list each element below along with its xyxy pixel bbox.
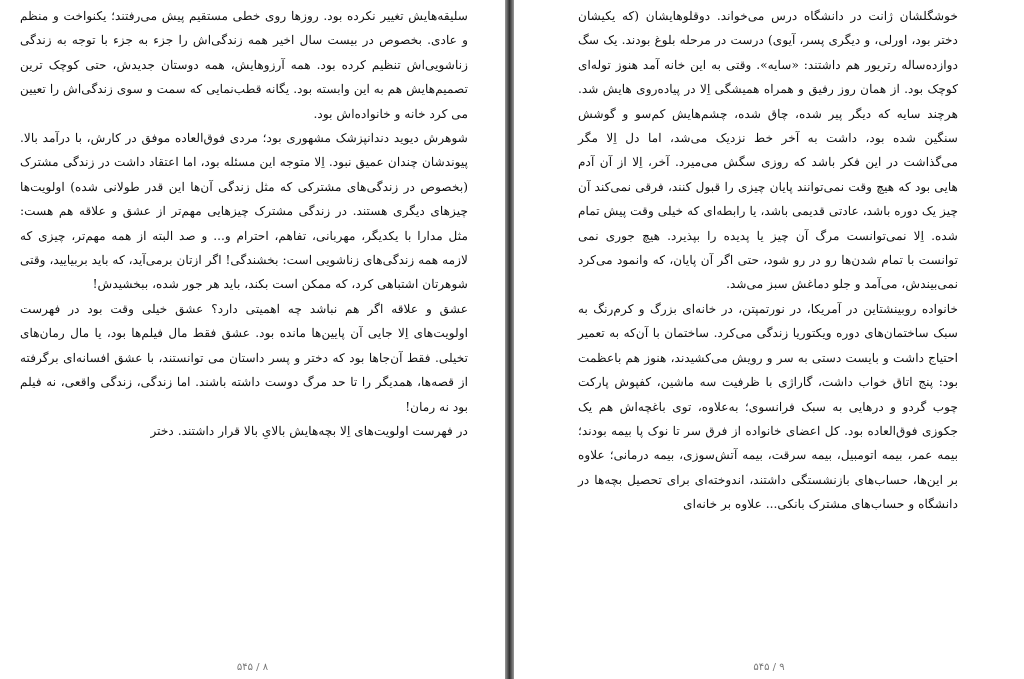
paragraph: در فهرست اولویت‌های اِلا بچه‌هایش بالایِ بالا قرار داشتند. دختر <box>150 423 468 438</box>
paragraph: شوهرش دیوید دندانپزشک مشهوری بود؛ مردی فوق‌العاده موفق در کارش، با درآمد بالا. پیوندشان چندان عمیق نبود. اِلا متوجه این مسئله بود، اما اعتقاد داشت در زندگی مشترک (بخصوص در زندگی‌های مشترکی که مثل زندگی آن‌ها این قدر طولانی شده) اولویت‌ها چیزهای دیگری هستند. در زندگی مشترک چیزهایی مهم‌تر از عشق و علاقه هم هست: مثل مدارا با یکدیگر، مهربانی، تفاهم، احترام و... و صد البته از همه مهم‌تر، چیزی که لازمه همه زندگی‌های زناشویی است: بخشندگی! اگر ازتان برمی‌آید، که باید بربیایید، وقتی شوهرتان اشتباهی کرد، که ممکن است بکند، باید هر جور شده، ببخشیدش! <box>20 131 468 292</box>
left-page <box>0 0 505 679</box>
right-page <box>514 0 1024 679</box>
left-page-text <box>20 4 468 443</box>
book-gutter <box>505 0 514 679</box>
page-number: ۵۴۵ / ۸ <box>236 662 269 673</box>
paragraph: خانواده روبینشتاین در آمریکا، در نورتمپتن، در خانه‌ای بزرگ و کرم‌رنگ به سبک ساختمان‌های دوره ویکتوریا زندگی می‌کرد. ساختمان با آن‌که به تعمیر احتیاج داشت و بایست دستی به سر و رویش می‌کشیدند، هنوز هم باعظمت بود: پنج اتاق خواب داشت، گاراژی با ظرفیت سه ماشین، کفپوش پارکت چوب گردو و درهایی به سبک فرانسوی؛ به‌علاوه، توی باغچه‌اش هم یک جکوزی فوق‌العاده بود. کل اعضای خانواده از فرق سر تا نوک پا بیمه بودند؛ بیمه عمر، بیمه اتومبیل، بیمه سرقت، بیمه آتش‌سوزی، بیمه درمانی؛ علاوه بر این‌ها، حساب‌های بازنشستگی داشتند، اندوخته‌ای برای تحصیل بچه‌ها در دانشگاه و حساب‌های مشترک بانکی... علاوه بر خانه‌ای <box>578 301 958 512</box>
right-page-text <box>578 4 958 517</box>
paragraph: خوشگلشان ژانت در دانشگاه درس می‌خواند. دوقلوهایشان (که یکیشان دختر بود، اورلی، و دیگری پسر، آیوی) درست در مرحله بلوغ بودند. یک سگ دوازده‌ساله رتریور هم داشتند: «سایه». وقتی به این خانه آمد هنوز توله‌ای کوچک بود. از همان روز رفیق و همراه همیشگی اِلا در پیاده‌روی هایش شد. هرچند سایه که دیگر پیر شده، چاق شده، چشم‌هایش کم‌سو و گوشش سنگین شده بود، داشت به آخر خط نزدیک می‌شد، اما دل اِلا مگر می‌گذاشت در این فکر باشد که روزی سگش می‌میرد. آخر، اِلا از آن آدم هایی بود که هیچ وقت نمی‌توانند پایان چیزی را قبول کنند، فرقی نمی‌کند آن چیز یک دوره باشد، عادتی قدیمی باشد، یا رابطه‌ای که خیلی وقت پیش تمام شده. اِلا نمی‌توانست مرگ آن چیز یا پدیده را بپذیرد. هیچ جوری نمی توانست با تمام شدن‌ها رو در رو شود، حتی اگر آن پایان، که وانمود می‌کرد نمی‌بیندش، می‌آمد و جلو دماغش سبز می‌شد. <box>578 9 958 292</box>
paragraph: عشق و علاقه اگر هم نباشد چه اهمیتی دارد؟ عشق خیلی وقت بود در فهرست اولویت‌های اِلا جایی آن پایین‌ها مانده بود. عشق فقط مال فیلم‌ها بود، یا مال رمان‌های تخیلی. فقط آن‌جاها بود که دختر و پسر داستان می توانستند، با عشق افسانه‌ای برگرفته از قصه‌ها، همدیگر را تا حد مرگ دوست داشته باشند. اما زندگی، زندگی واقعی، نه فیلم بود نه رمان! <box>20 301 468 414</box>
page-number: ۵۴۵ / ۹ <box>753 662 785 673</box>
paragraph: سلیقه‌هایش تغییر نکرده بود. روزها روی خطی مستقیم پیش می‌رفتند؛ یکنواخت و منظم و عادی. بخصوص در بیست سال اخیر همه زندگی‌اش را جزء به جزء با توجه به زندگی زناشویی‌اش تنظیم کرده بود. همه آرزوهایش، همه دوستان جدیدش، حتی کوچک ترین تصمیم‌هایش هم به این وابسته بود. یگانه قطب‌نمایی که سمت و سوی زندگی‌اش را تعیین می کرد خانه و خانواده‌اش بود. <box>20 9 468 121</box>
